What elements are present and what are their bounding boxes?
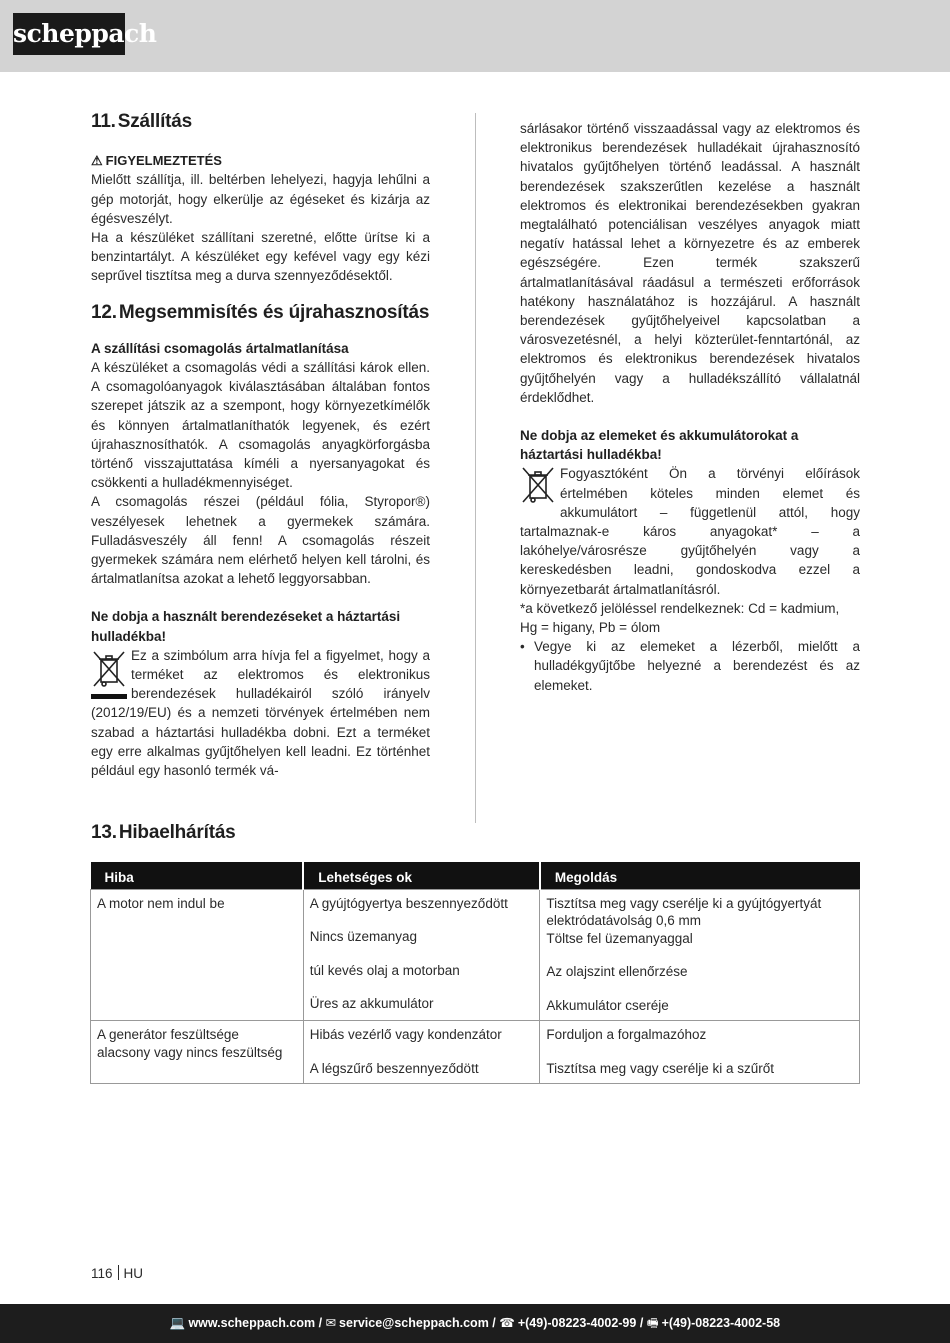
sec12-bullet-1: • Vegye ki az elemeket a lézerből, mielőtt a hulladékgyűjtőbe helyezné a berendezést és az elemeket.: [520, 637, 860, 695]
footer-fax: +(49)-08223-4002-58: [661, 1316, 781, 1330]
right-column: [520, 119, 860, 695]
fax-icon: 🖷: [646, 1316, 659, 1330]
section-13-heading: 13. Hibaelhárítás: [91, 822, 236, 843]
header-bar: [0, 0, 950, 72]
solution-cell: Forduljon a forgalmazóhoz Tisztítsa meg vagy cserélje ki a szűrőt: [540, 1021, 860, 1084]
sec12-paragraph-3: Ez a szimbólum arra hívja fel a figyelmet, hogy a terméket az elektromos és elektronikus berendezések hulladékairól szóló irányelv (2012/19/EU) és a nemzeti törvények értelmében nem szabad a háztartási hulladékba dobni. Ezt a terméket egy erre alkalmas gyűjtőhelyen kell leadni. Ez történhet például egy hasonló termék vá-: [91, 647, 430, 779]
column-header-cause: Lehetséges ok: [303, 862, 540, 889]
warning-label: ⚠ FIGYELMEZTETÉS: [91, 153, 222, 169]
brand-logo[interactable]: scheppach: [13, 13, 125, 55]
sec12-subheading-batteries: Ne dobja az elemeket és akkumulátorokat a háztartási hulladékba!: [520, 428, 799, 463]
fault-cell: A generátor feszültsége alacsony vagy nincs feszültség: [91, 1021, 304, 1084]
sec12-subheading-packaging: A szállítási csomagolás ártalmatlanítása: [91, 340, 349, 356]
sec12-paragraph-6: *a következő jelöléssel rendelkeznek: Cd = kadmium, Hg = higany, Pb = ólom: [520, 600, 840, 636]
table-row: [91, 1021, 860, 1084]
crossed-bin-battery-icon: [520, 464, 556, 518]
phone-icon: ☎: [499, 1316, 515, 1330]
section-12-heading: 12. Megsemmisítés és újrahasznosítás: [91, 301, 430, 323]
column-divider: [475, 113, 476, 823]
troubleshooting-table: [90, 862, 860, 1084]
table-row: [91, 889, 860, 1021]
crossed-bin-icon: [91, 648, 127, 702]
section-11-heading: 11. Szállítás: [91, 111, 193, 132]
column-header-fault: Hiba: [91, 862, 304, 889]
sec12-paragraph-4: sárlásakor történő visszaadással vagy az elektromos és elektronikus berendezések hulladékait újrahasznosító hivatalos gyűjtőhelyen történő leadással. A használt berendezések szakszerűtlen kezelése a használt elektromos és elektronikai berendezésekben gyakran megtalálható potenciálisan veszélyes anyagok miatt negatív hatással lehet a környezetre és az emberek egészségére. Ezen termék szakszerű ártalmatlanításával ráadásul a természeti erőforrások hatékony használatához is hozzájárul. A használt berendezések gyűjtőhelyeivel kapcsolatban a városvezetésnél, a helyi közterület-fenntartónál, az elektromos és elektronikus berendezések hivatalos gyűjtőhelyén vagy a hulladékszállító vállalatnál érdeklődhet.: [520, 121, 860, 405]
sec12-paragraph-1: A készüléket a csomagolás védi a szállítási károk ellen. A csomagolóanyagok kiválasztásában általában fontos szerepet játszik az a szempont, hogy környezetkímélők és könnyen ártalmatlaníthatók legyenek, és ezért újrahasznosíthatók. A csomagolás anyagkörforgásba történő visszajuttatása kíméli a nyersanyagokat és csökkenti a hulladékmennyiséget.: [91, 360, 430, 491]
sec12-subheading-weee: Ne dobja a használt berendezéseket a háztartási hulladékba!: [91, 609, 401, 644]
warning-triangle-icon: ⚠: [91, 153, 103, 169]
footer-phone[interactable]: +(49)-08223-4002-99: [517, 1316, 637, 1330]
sec11-paragraph-2: Ha a készüléket szállítani szeretné, előtte ürítse ki a benzintartályt. A készüléket egy kefével vagy egy kézi seprűvel tisztítsa meg a durva szennyeződésektől.: [91, 230, 430, 284]
mail-icon: ✉: [325, 1316, 337, 1330]
cause-cell: Hibás vezérlő vagy kondenzátor A légszűrő beszennyeződött: [303, 1021, 540, 1084]
computer-icon: 💻: [169, 1316, 186, 1330]
sec11-paragraph-1: Mielőtt szállítja, ill. beltérben lehelyezi, hagyja lehűlni a gép motorját, hogy elkerülje az égéseket és kizárja az égésveszélyt.: [91, 172, 430, 226]
footer-bar: 💻 www.scheppach.com / ✉ service@scheppach.com / ☎ +(49)-08223-4002-99 / 🖷 +(49)-08223-4002-58: [0, 1304, 950, 1343]
sec12-paragraph-2: A csomagolás részei (például fólia, Styropor®) veszélyesek lehetnek a gyermekek számára. Fulladásveszély áll fenn! A csomagolás részeit gyermekek számára nem elérhető helyen kell tárolni, és ártalmatlanítsa azokat a lehető leggyorsabban.: [91, 494, 430, 587]
solution-cell: Tisztítsa meg vagy cserélje ki a gyújtógyertyát elektródatávolság 0,6 mm Töltse fel üzemanyaggal Az olajszint ellenőrzése Akkumulátor cseréje: [540, 889, 860, 1021]
table-header-row: [91, 862, 860, 889]
left-column: [91, 112, 430, 780]
footer-web-link[interactable]: www.scheppach.com: [188, 1316, 316, 1330]
cause-cell: A gyújtógyertya beszennyeződött Nincs üzemanyag túl kevés olaj a motorban Üres az akkumulátor: [303, 889, 540, 1021]
footer-email-link[interactable]: service@scheppach.com: [339, 1316, 489, 1330]
sec12-paragraph-5: Fogyasztóként Ön a törvényi előírások értelmében köteles minden elemet és akkumulátort – függetlenül attól, hogy tartalmaznak-e káros anyagokat* – a lakóhelye/városrésze gyűjtőhelyén vagy a kereskedésben leadni, gondoskodva ezzel a környezetbarát ártalmatlanításról.: [520, 466, 860, 597]
page-number: 116 HU: [91, 1266, 144, 1281]
column-header-solution: Megoldás: [540, 862, 860, 889]
fault-cell: A motor nem indul be: [91, 889, 304, 1021]
